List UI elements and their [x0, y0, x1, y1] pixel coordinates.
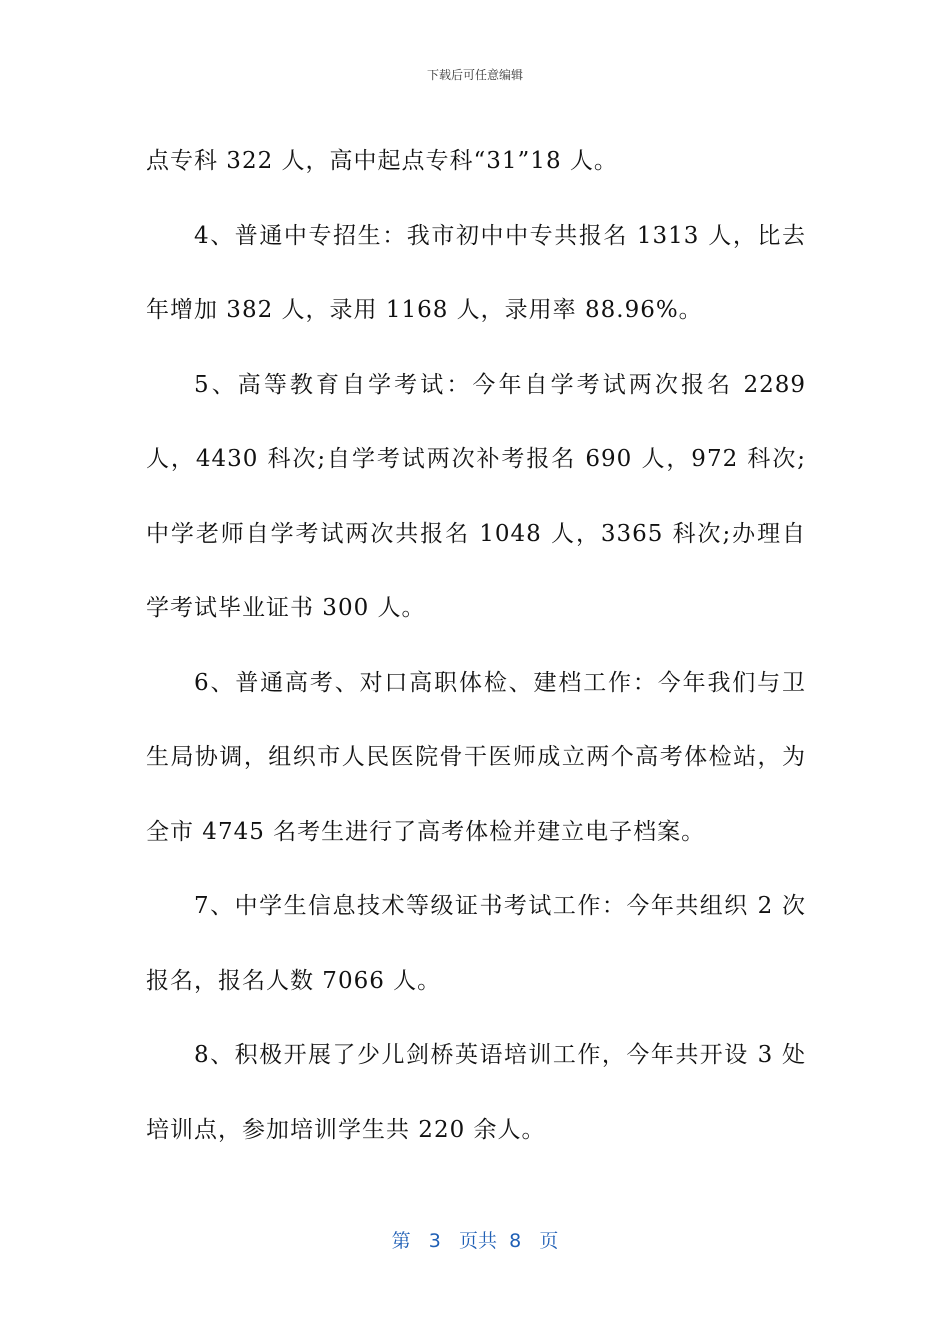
document-body [146, 124, 806, 1167]
paragraph-item-8: 8、积极开展了少儿剑桥英语培训工作，今年共开设 3 处培训点，参加培训学生共 220 余人。 [146, 1042, 806, 1143]
page-footer [0, 1226, 950, 1253]
footer-suffix: 页 [539, 1230, 559, 1252]
current-page-number: 3 [428, 1230, 441, 1252]
footer-middle: 页共 [459, 1230, 498, 1252]
footer-prefix: 第 [391, 1230, 411, 1252]
total-page-number: 8 [509, 1230, 522, 1252]
paragraph-item-5: 5、高等教育自学考试：今年自学考试两次报名 2289 人，4430 科次;自学考试两次补考报名 690 人，972 科次;中学老师自学考试两次共报名 1048 人，3365 科次;办理自学考试毕业证书 300 人。 [146, 371, 806, 621]
paragraph-item-6: 6、普通高考、对口高职体检、建档工作：今年我们与卫生局协调，组织市人民医院骨干医师成立两个高考体检站，为全市 4745 名考生进行了高考体检并建立电子档案。 [146, 669, 806, 845]
paragraph-item-7: 7、中学生信息技术等级证书考试工作：今年共组织 2 次报名，报名人数 7066 人。 [146, 893, 806, 994]
paragraph-item-4: 4、普通中专招生：我市初中中专共报名 1313 人，比去年增加 382 人，录用 1168 人，录用率 88.96%。 [146, 222, 806, 323]
paragraph-continuation: 点专科 322 人，高中起点专科“31”18 人。 [146, 148, 618, 174]
page-header: 下载后可任意编辑 [426, 68, 523, 82]
